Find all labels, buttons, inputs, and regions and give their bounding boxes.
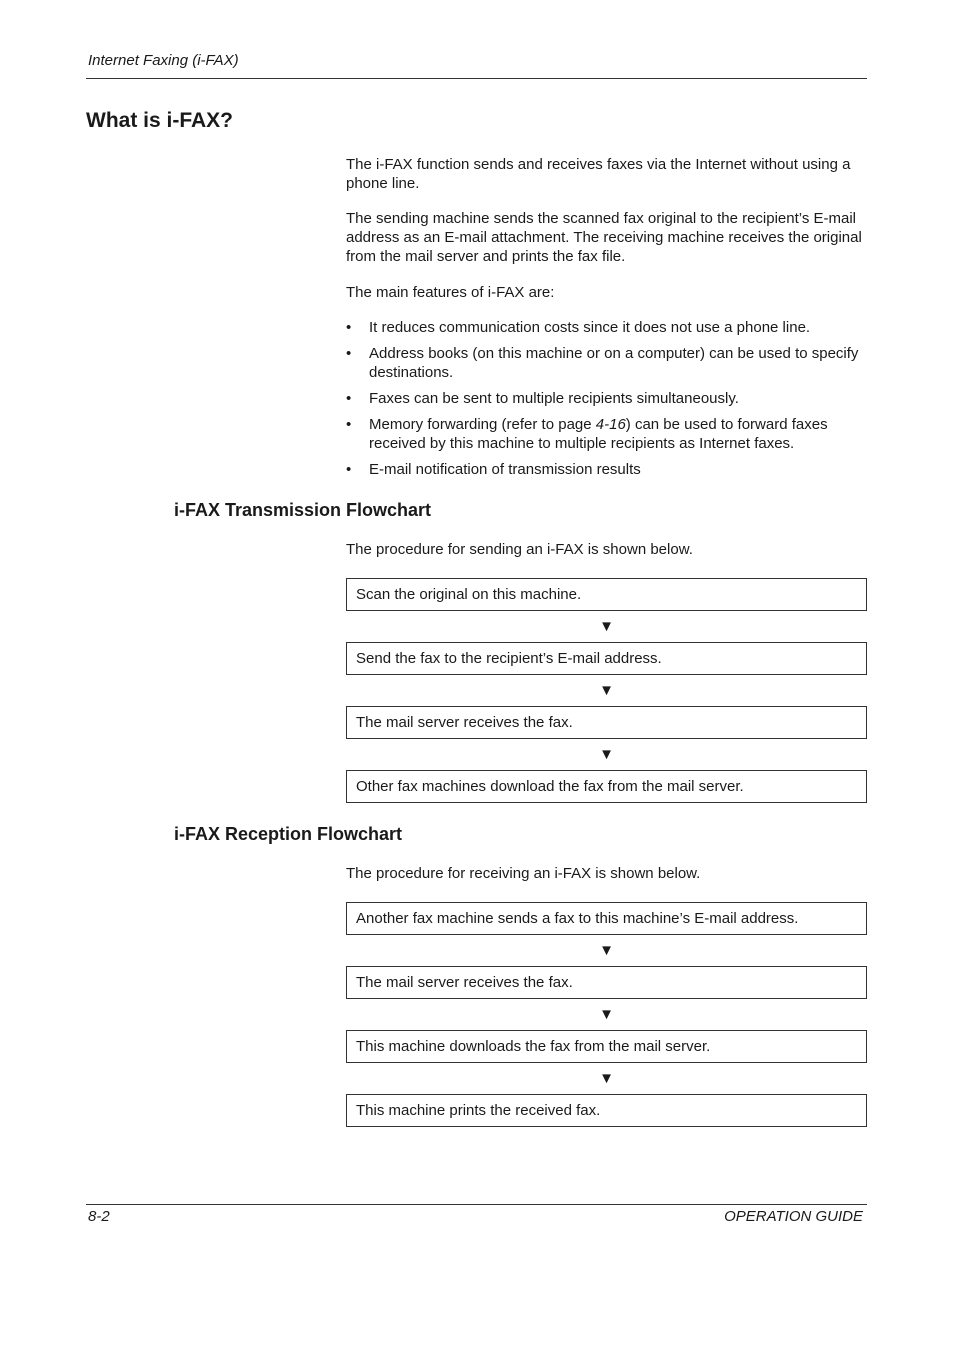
list-item [346, 389, 868, 408]
feature-text: E-mail notification of transmission results [369, 461, 641, 478]
bullet-marker: • [346, 461, 352, 478]
header-section-title: Internet Faxing (i-FAX) [88, 52, 239, 69]
transmission-intro: The procedure for sending an i-FAX is shown below. [346, 541, 693, 558]
feature-text-after: ) can be used to forward faxes received by this machine to multiple recipients as Internet faxes. [369, 416, 828, 452]
flow-step: Scan the original on this machine. [346, 578, 867, 611]
flow-step: This machine prints the received fax. [346, 1094, 867, 1127]
flow-step: Send the fax to the recipient’s E-mail address. [346, 642, 867, 675]
footer-divider [86, 1204, 867, 1205]
intro-paragraph-1: The i-FAX function sends and receives faxes via the Internet without using a phone line. [346, 156, 851, 192]
flow-step: This machine downloads the fax from the mail server. [346, 1030, 867, 1063]
flow-step: Another fax machine sends a fax to this machine’s E-mail address. [346, 902, 867, 935]
list-item [346, 318, 868, 337]
intro-paragraph-2: The sending machine sends the scanned fax original to the recipient’s E-mail address as an E-mail attachment. The receiving machine receives the original from the mail server and prints the fax file. [346, 210, 862, 265]
features-lead-in: The main features of i-FAX are: [346, 284, 555, 301]
bullet-marker: • [346, 390, 352, 407]
flow-step: The mail server receives the fax. [346, 706, 867, 739]
bullet-marker: • [346, 319, 352, 336]
transmission-flowchart [346, 578, 867, 803]
feature-text: Faxes can be sent to multiple recipients simultaneously. [369, 390, 739, 407]
flow-arrow-icon: ▼ [599, 746, 614, 763]
flow-step: The mail server receives the fax. [346, 966, 867, 999]
list-item [346, 344, 868, 382]
list-item [346, 460, 868, 479]
flow-arrow-icon: ▼ [599, 682, 614, 699]
flow-arrow-icon: ▼ [599, 1070, 614, 1087]
flow-arrow-icon: ▼ [599, 1006, 614, 1023]
reception-heading: i-FAX Reception Flowchart [174, 824, 403, 844]
features-list [346, 318, 868, 486]
page-number: 8-2 [88, 1208, 110, 1225]
header-divider [86, 78, 867, 79]
flow-step: Other fax machines download the fax from the mail server. [346, 770, 867, 803]
feature-text: Address books (on this machine or on a computer) can be used to specify destinations. [369, 345, 859, 381]
page-reference-link[interactable]: 4-16 [595, 416, 626, 433]
list-item [346, 415, 868, 453]
flow-arrow-icon: ▼ [599, 942, 614, 959]
page-title: What is i-FAX? [86, 109, 233, 132]
reception-intro: The procedure for receiving an i-FAX is shown below. [346, 865, 701, 882]
reception-flowchart [346, 902, 867, 1127]
flow-arrow-icon: ▼ [599, 618, 614, 635]
bullet-marker: • [346, 416, 352, 433]
feature-text-before: Memory forwarding (refer to page [369, 416, 596, 433]
bullet-marker: • [346, 345, 352, 362]
feature-text: It reduces communication costs since it does not use a phone line. [369, 319, 811, 336]
transmission-heading: i-FAX Transmission Flowchart [174, 500, 432, 520]
guide-title: OPERATION GUIDE [724, 1208, 863, 1225]
feature-text [369, 416, 828, 452]
